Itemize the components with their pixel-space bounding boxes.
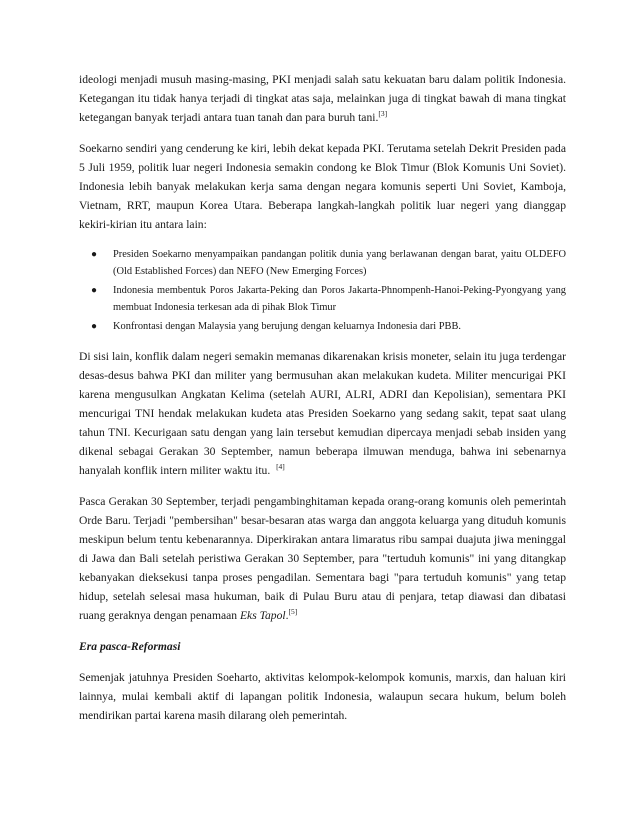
paragraph-2 — [79, 139, 566, 234]
document-page — [79, 70, 566, 737]
paragraph-4-end: . — [285, 609, 289, 622]
section-heading: Era pasca-Reformasi — [79, 640, 181, 653]
paragraph-5-text: Semenjak jatuhnya Presiden Soeharto, aktivitas kelompok-kelompok komunis, marxis, dan haluan kiri lainnya, mulai kembali aktif di lapangan politik Indonesia, walaupun secara hukum, belum boleh mendirikan partai karena masih dilarang oleh pemerintah. — [79, 671, 566, 722]
paragraph-3-text: Di sisi lain, konflik dalam negeri semakin memanas dikarenakan krisis moneter, selain itu juga terdengar desas-desus bahwa PKI dan militer yang bermusuhan akan melakukan kudeta. Militer mencurigai PKI karena mengusulkan Angkatan Kelima (setelah AURI, ALRI, ADRI dan Kepolisian), sementara PKI mencurigai TNI hendak melakukan kudeta atas Presiden Soekarno yang sedang sakit, tepat saat ulang tahun TNI. Kecurigaan satu dengan yang lain tersebut kemudian dipercaya menjadi sebab insiden yang dikenal sebagai Gerakan 30 September, namun beberapa ilmuwan menduga, bahwa ini sebenarnya hanyalah konflik intern militer waktu itu. — [79, 350, 566, 477]
paragraph-1 — [79, 70, 566, 127]
list-item — [79, 282, 566, 316]
list-item-text: Konfrontasi dengan Malaysia yang berujung dengan keluarnya Indonesia dari PBB. — [113, 321, 461, 332]
paragraph-1-text: ideologi menjadi musuh masing-masing, PKI menjadi salah satu kekuatan baru dalam politik Indonesia. Ketegangan itu tidak hanya terjadi di tingkat atas saja, melainkan juga di tingkat bawah di mana tingkat ketegangan banyak terjadi antara tuan tanah dan para buruh tani. — [79, 73, 566, 124]
list-item-text: Indonesia membentuk Poros Jakarta-Peking dan Poros Jakarta-Phnompenh-Hanoi-Peking-Pyongyang yang membuat Indonesia terkesan ada di pihak Blok Timur — [113, 285, 566, 313]
citation-ref-4[interactable]: [4] — [276, 462, 285, 471]
paragraph-4 — [79, 492, 566, 625]
bullet-icon: ● — [91, 249, 98, 260]
bullet-icon: ● — [91, 285, 98, 296]
paragraph-4-text: Pasca Gerakan 30 September, terjadi pengambinghitaman kepada orang-orang komunis oleh pemerintah Orde Baru. Terjadi "pembersihan" besar-besaran atas warga dan anggota keluarga yang dituduh komunis meskipun belum tentu kebenarannya. Diperkirakan antara limaratus ribu sampai duajuta jiwa meninggal di Jawa dan Bali setelah peristiwa Gerakan 30 September, para "tertuduh komunis" ini yang ditangkap kebanyakan dieksekusi tanpa proses pengadilan. Sementara bagi "para tertuduh komunis" yang tetap hidup, setelah selesai masa hukuman, baik di Pulau Buru atau di penjara, tetap diawasi dan dibatasi ruang geraknya dengan penamaan — [79, 495, 566, 622]
italic-term: Eks Tapol — [239, 609, 286, 622]
paragraph-5 — [79, 668, 566, 725]
citation-ref-3[interactable]: [3] — [378, 109, 388, 118]
list-item-text: Presiden Soekarno menyampaikan pandangan politik dunia yang berlawanan dengan barat, yaitu OLDEFO (Old Established Forces) dan NEFO (New Emerging Forces) — [113, 249, 566, 277]
paragraph-3 — [79, 347, 566, 480]
list-item — [79, 318, 566, 335]
bullet-list — [79, 246, 566, 335]
paragraph-2-text: Soekarno sendiri yang cenderung ke kiri, lebih dekat kepada PKI. Terutama setelah Dekrit Presiden pada 5 Juli 1959, politik luar negeri Indonesia semakin condong ke Blok Timur (Blok Komunis Uni Soviet). Indonesia lebih banyak melakukan kerja sama dengan negara komunis seperti Uni Soviet, Kamboja, Vietnam, RRT, maupun Korea Utara. Beberapa langkah-langkah politik luar negeri yang dianggap kekiri-kirian itu antara lain: — [79, 142, 566, 231]
bullet-icon: ● — [91, 321, 98, 332]
citation-ref-5[interactable]: [5] — [288, 607, 298, 616]
list-item — [79, 246, 566, 280]
